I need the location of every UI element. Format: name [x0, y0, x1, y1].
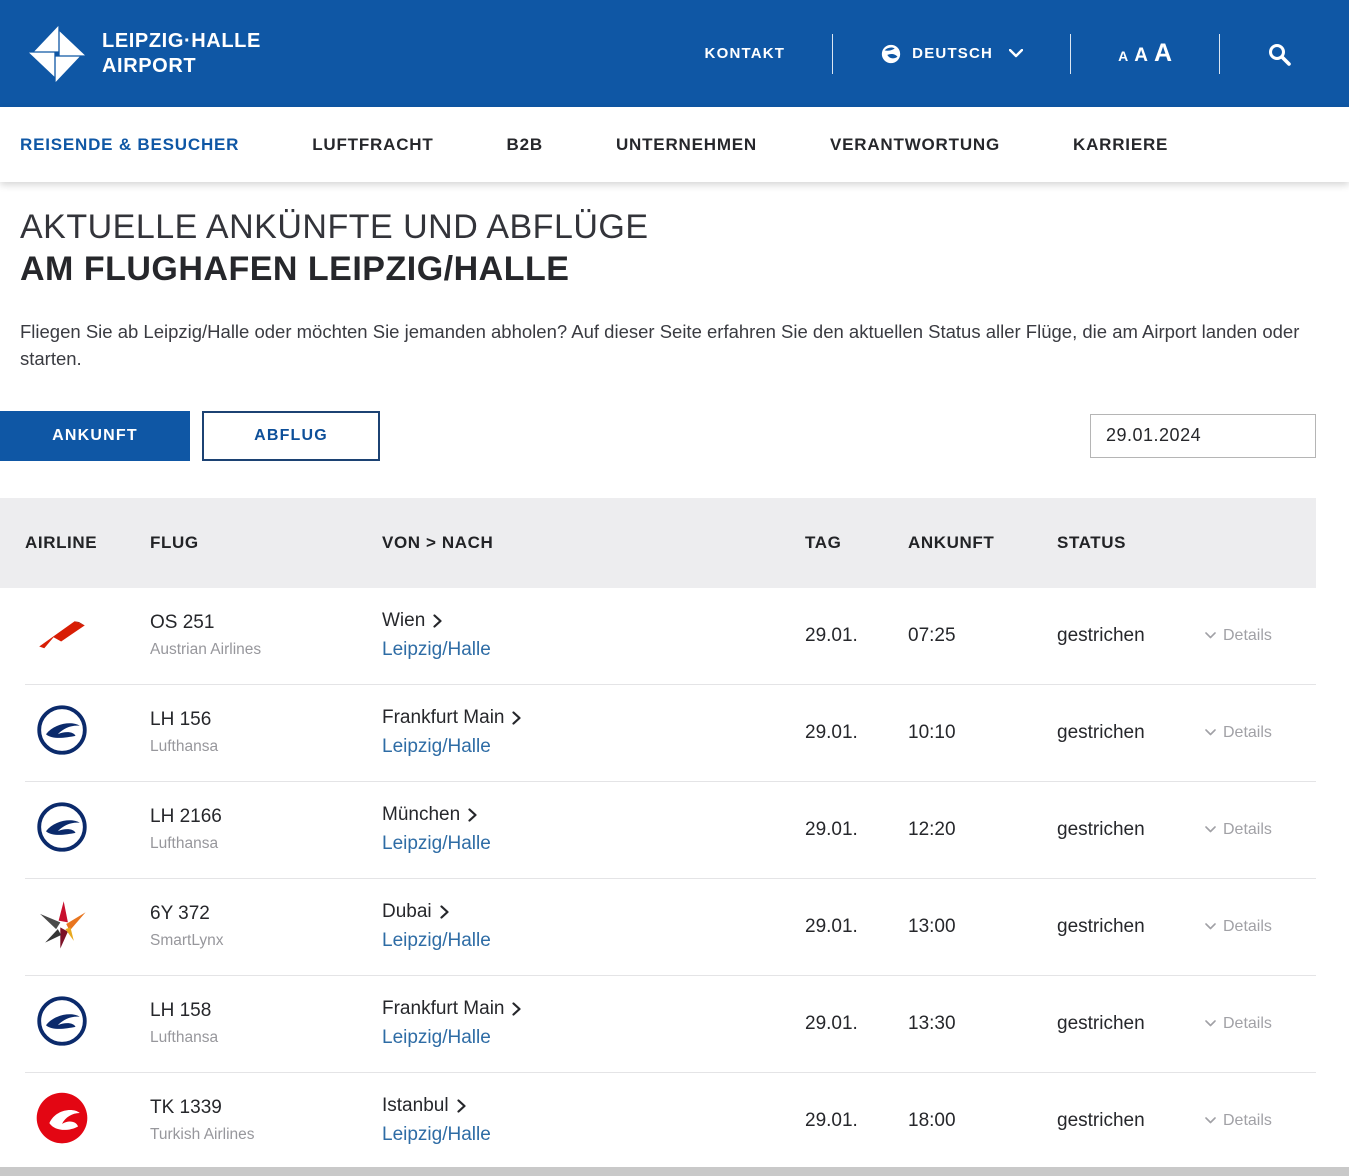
flight-day: 29.01. — [805, 915, 858, 937]
column-header-flug: FLUG — [150, 532, 199, 552]
font-size-medium-button[interactable]: A — [1134, 45, 1148, 66]
nav-item-luftfracht[interactable]: LUFTFRACHT — [312, 134, 434, 154]
flight-status: gestrichen — [1057, 1012, 1145, 1034]
destination-link[interactable]: Leipzig/Halle — [382, 1027, 491, 1049]
origin-city: Dubai — [382, 901, 432, 923]
chevron-down-icon — [1205, 826, 1216, 833]
airline-name: SmartLynx — [150, 932, 224, 950]
turkish-airlines-logo — [35, 1091, 89, 1145]
table-header-row — [0, 498, 1316, 588]
table-row — [25, 685, 1316, 782]
top-header — [0, 0, 1349, 107]
globe-icon — [880, 43, 902, 65]
table-row — [25, 976, 1316, 1073]
column-header-status: STATUS — [1057, 532, 1127, 552]
origin-city: Wien — [382, 610, 426, 632]
font-size-controls — [1118, 39, 1172, 68]
arrival-time: 13:30 — [908, 1012, 956, 1034]
austrian-airlines-logo — [35, 606, 89, 660]
airport-logo[interactable] — [0, 22, 261, 86]
page-content — [0, 207, 1349, 1170]
intro-text: Fliegen Sie ab Leipzig/Halle oder möchten Sie jemanden abholen? Auf dieser Seite erfahren Sie den aktuellen Status aller Flüge, die am Airport landen oder starten. — [20, 320, 1300, 369]
date-input[interactable] — [1106, 425, 1338, 446]
search-icon[interactable] — [1267, 42, 1291, 66]
header-divider — [1219, 34, 1220, 74]
lufthansa-logo — [35, 703, 89, 757]
flight-status: gestrichen — [1057, 721, 1145, 743]
flight-day: 29.01. — [805, 624, 858, 646]
flight-table — [0, 498, 1349, 1170]
smartlynx-logo — [35, 897, 89, 951]
flight-number: LH 156 — [150, 709, 212, 731]
airline-name: Turkish Airlines — [150, 1126, 255, 1144]
lufthansa-logo — [35, 994, 89, 1048]
flight-status: gestrichen — [1057, 624, 1145, 646]
brand-line2: AIRPORT — [102, 54, 197, 77]
table-row — [25, 782, 1316, 879]
horizontal-scrollbar[interactable] — [0, 1167, 1349, 1176]
nav-item-unternehmen[interactable]: UNTERNEHMEN — [615, 134, 757, 154]
destination-link[interactable]: Leipzig/Halle — [382, 930, 491, 952]
nav-item-karriere[interactable]: KARRIERE — [1073, 134, 1169, 154]
flight-day: 29.01. — [805, 1012, 858, 1034]
chevron-right-icon — [512, 711, 521, 725]
chevron-right-icon — [512, 1002, 521, 1016]
arrival-time: 12:20 — [908, 818, 956, 840]
details-toggle[interactable] — [1205, 821, 1316, 839]
chevron-down-icon — [1205, 923, 1216, 930]
flight-status: gestrichen — [1057, 818, 1145, 840]
chevron-down-icon — [1205, 1117, 1216, 1124]
header-divider — [832, 34, 833, 74]
page-title — [20, 207, 1329, 292]
details-toggle[interactable] — [1205, 724, 1316, 742]
destination-link[interactable]: Leipzig/Halle — [382, 833, 491, 855]
arrival-time: 18:00 — [908, 1109, 956, 1131]
font-size-small-button[interactable]: A — [1118, 48, 1129, 64]
chevron-down-icon — [1205, 729, 1216, 736]
table-row — [25, 879, 1316, 976]
chevron-right-icon — [440, 905, 449, 919]
arrival-time: 07:25 — [908, 624, 956, 646]
column-header-airline: AIRLINE — [25, 532, 98, 552]
airline-name: Lufthansa — [150, 1029, 219, 1047]
kontakt-link[interactable]: KONTAKT — [704, 45, 786, 62]
language-selector[interactable] — [880, 43, 1023, 65]
date-picker[interactable] — [1090, 414, 1316, 458]
details-toggle[interactable] — [1205, 1112, 1316, 1130]
column-header-von-nach: VON > NACH — [382, 532, 494, 552]
chevron-down-icon — [1009, 49, 1023, 58]
brand-line1: LEIPZIG·HALLE — [102, 30, 261, 53]
flight-number: OS 251 — [150, 612, 215, 634]
chevron-right-icon — [457, 1099, 466, 1113]
chevron-right-icon — [433, 614, 442, 628]
airline-name: Lufthansa — [150, 738, 219, 756]
arrival-time: 10:10 — [908, 721, 956, 743]
flight-day: 29.01. — [805, 1109, 858, 1131]
table-row — [25, 588, 1316, 685]
nav-item-verantwortung[interactable]: VERANTWORTUNG — [830, 134, 1000, 154]
origin-city: München — [382, 804, 461, 826]
details-label: Details — [1223, 917, 1272, 935]
airline-name: Lufthansa — [150, 835, 219, 853]
origin-city: Frankfurt Main — [382, 707, 505, 729]
details-label: Details — [1223, 820, 1272, 838]
page-title-line1: AKTUELLE ANKÜNFTE UND ABFLÜGE — [20, 208, 649, 246]
details-toggle[interactable] — [1205, 627, 1316, 645]
filter-controls — [0, 411, 1349, 461]
details-label: Details — [1223, 1014, 1272, 1032]
column-header-ankunft: ANKUNFT — [908, 532, 995, 552]
details-label: Details — [1223, 723, 1272, 741]
lufthansa-logo — [35, 800, 89, 854]
details-label: Details — [1223, 1111, 1272, 1129]
main-navigation — [0, 107, 1349, 182]
flight-status: gestrichen — [1057, 1109, 1145, 1131]
brand-name — [102, 29, 261, 78]
flight-number: 6Y 372 — [150, 903, 210, 925]
details-toggle[interactable] — [1205, 918, 1316, 936]
chevron-down-icon — [1205, 1020, 1216, 1027]
nav-item-reisende-besucher[interactable]: REISENDE & BESUCHER — [20, 134, 240, 154]
header-controls — [705, 34, 1349, 74]
chevron-right-icon — [468, 808, 477, 822]
details-toggle[interactable] — [1205, 1015, 1316, 1033]
destination-link[interactable]: Leipzig/Halle — [382, 736, 491, 758]
airline-name: Austrian Airlines — [150, 641, 262, 659]
table-row — [25, 1073, 1316, 1170]
header-divider — [1070, 34, 1071, 74]
tab-ankunft[interactable]: ANKUNFT — [0, 411, 190, 461]
flight-number: LH 2166 — [150, 806, 222, 828]
chevron-down-icon — [1205, 632, 1216, 639]
pinwheel-logo-icon — [25, 22, 89, 86]
details-label: Details — [1223, 626, 1272, 644]
column-header-tag: TAG — [805, 532, 842, 552]
flight-status: gestrichen — [1057, 915, 1145, 937]
tab-abflug[interactable]: ABFLUG — [202, 411, 380, 461]
destination-link[interactable]: Leipzig/Halle — [382, 639, 491, 661]
flight-day: 29.01. — [805, 721, 858, 743]
language-label: DEUTSCH — [912, 45, 994, 62]
page-title-line2: AM FLUGHAFEN LEIPZIG/HALLE — [20, 250, 570, 289]
origin-city: Istanbul — [382, 1095, 449, 1117]
origin-city: Frankfurt Main — [382, 998, 505, 1020]
font-size-large-button[interactable]: A — [1153, 39, 1172, 67]
nav-item-b2b[interactable]: B2B — [506, 134, 543, 154]
flight-number: LH 158 — [150, 1000, 212, 1022]
destination-link[interactable]: Leipzig/Halle — [382, 1124, 491, 1146]
flight-day: 29.01. — [805, 818, 858, 840]
flight-number: TK 1339 — [150, 1097, 222, 1119]
arrival-time: 13:00 — [908, 915, 956, 937]
